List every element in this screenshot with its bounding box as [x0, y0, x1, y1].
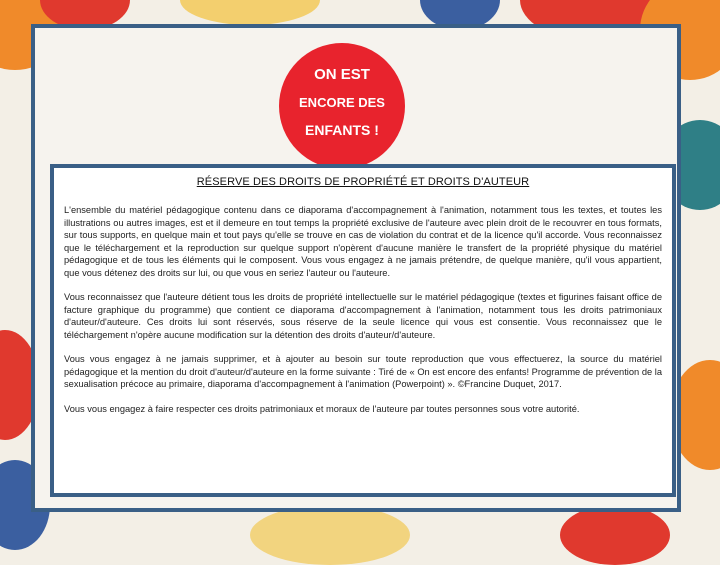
document-title: RÉSERVE DES DROITS DE PROPRIÉTÉ ET DROITS D'AUTEUR — [196, 176, 530, 188]
logo — [279, 43, 405, 169]
logo-line-2: ENCORE DES — [299, 95, 385, 110]
paragraph-2: Vous reconnaissez que l'auteure détient tous les droits de propriété intellectuelle sur le matériel pédagogique (textes et figurines faisant office de facture graphique du programme) que contient ce diaporama d'accompagnement à l'animation, notamment tous les droits patrimoniaux d'auteur/d'auteure. Ces droits lui sont réservés, sous réserve de la seule licence qui vous est consentie. Vous reconnaissez que le téléchargement n'opère aucune modification sur la détention des droits d'auteur/d'auteure. — [64, 292, 662, 340]
logo-line-1: ON EST — [314, 66, 370, 83]
rights-notice-box — [50, 164, 676, 497]
paragraph-4: Vous vous engagez à faire respecter ces droits patrimoniaux et moraux de l'auteure par toutes personnes sous votre autorité. — [64, 403, 580, 414]
background-blob-yellow — [180, 0, 320, 25]
paragraph-1: L'ensemble du matériel pédagogique contenu dans ce diaporama d'accompagnement à l'animation, notamment tous les textes, et toutes les illustrations ou autres images, est et il demeure en tout temps la propriété exclusive de l'auteure avec plein droit de le recouvrer en tous formats, sur tous supports, en quelque main et tout pays qu'elle se trouve en cas de violation du contrat et de la licence qu'il accorde. Vous reconnaissez que le téléchargement et la reproduction sur quelque support n'opèrent d'aucune manière le transfert de la propriété physique du matériel pédagogique et de tous les éléments qui le composent. Vous vous engagez à ne jamais prétendre, de quelque manière, qu'il vous appartient, que vous détenez des droits sur lui, ou que vous en seriez l'auteur ou l'auteure. — [64, 205, 662, 278]
logo-line-3: ENFANTS ! — [305, 122, 379, 138]
paragraph-3: Vous vous engagez à ne jamais supprimer, et à ajouter au besoin sur toute reproduction que vous effectuerez, la source du matériel pédagogique et la mention du droit d'auteur/d'auteure en la forme suivante : Tiré de « On est encore des enfants! Programme de prévention de la sexualisation précoce au primaire, diaporama d'accompagnement à l'animation (Powerpoint) ». ©Francine Duquet, 2017. — [64, 354, 662, 389]
background-blob-yellow — [250, 505, 410, 565]
background-blob-red — [560, 505, 670, 565]
